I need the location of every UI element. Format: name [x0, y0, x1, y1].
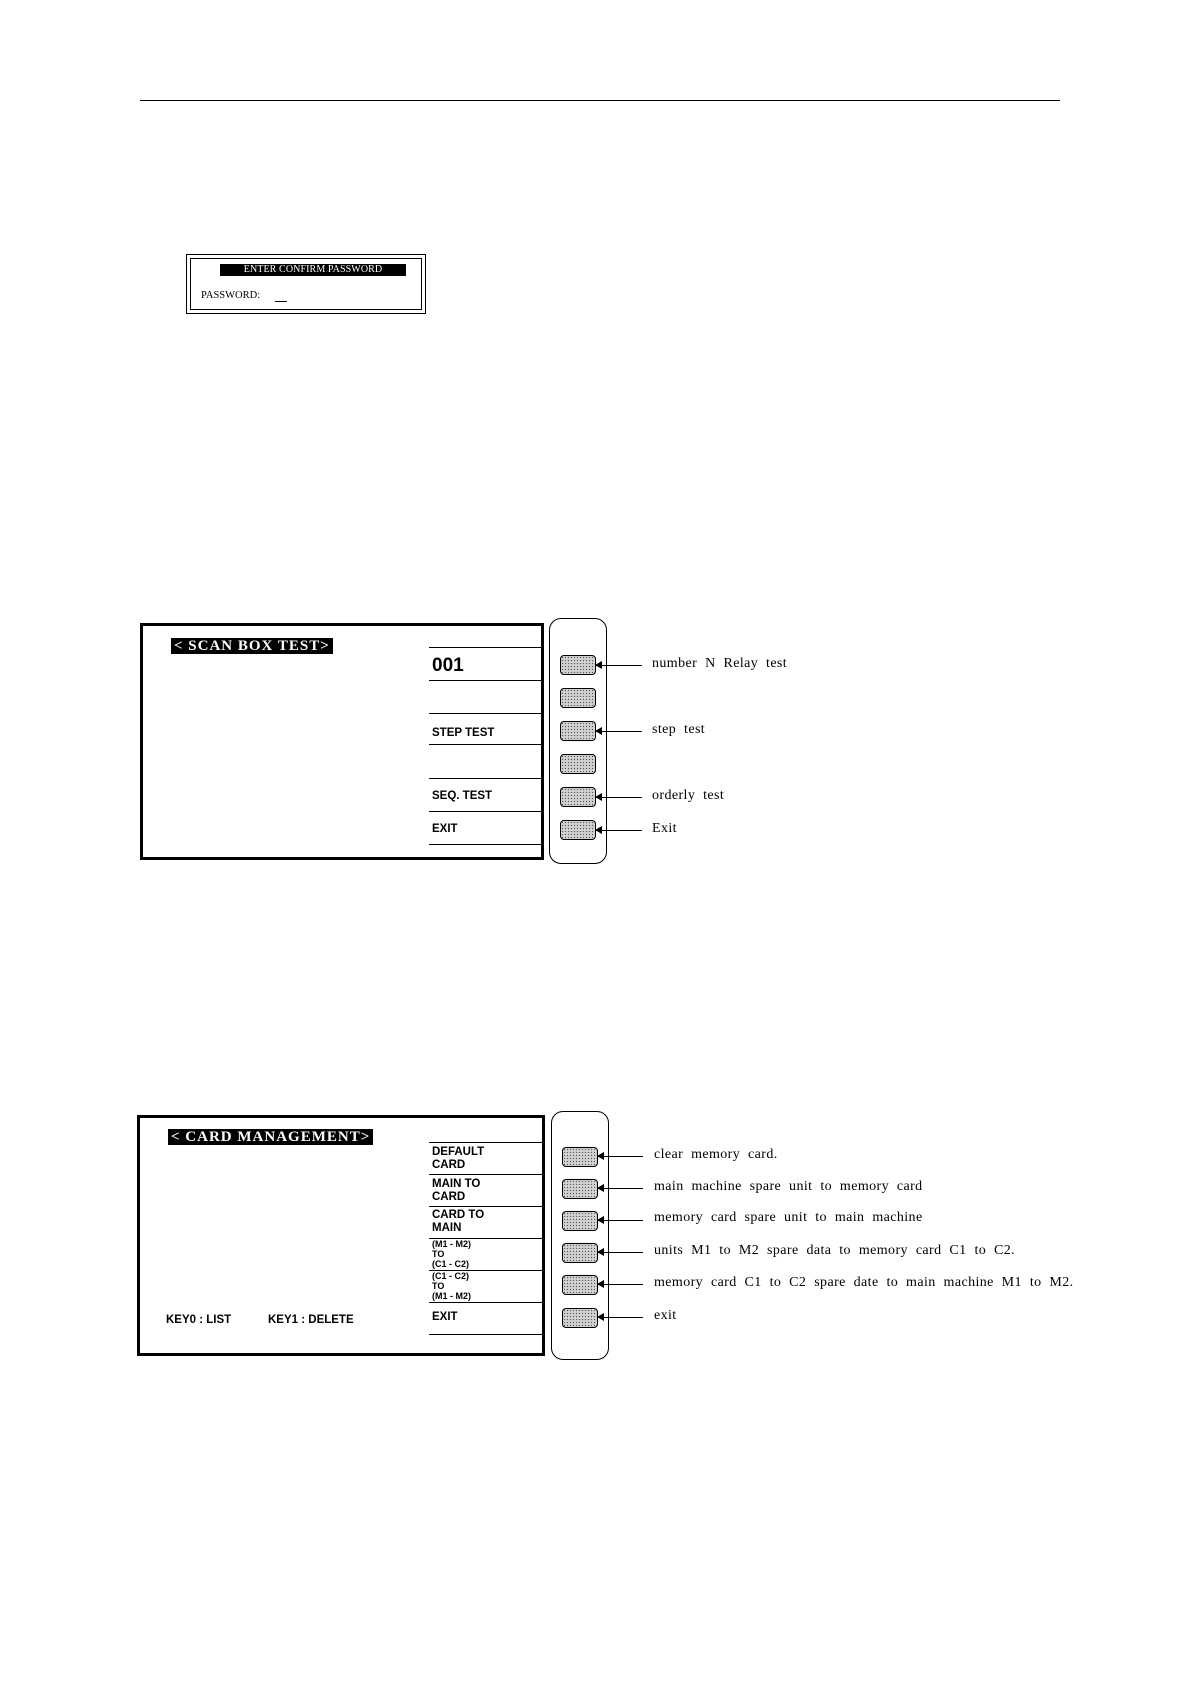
callout-exit: exit: [654, 1308, 677, 1323]
soft-key-1[interactable]: [560, 655, 596, 675]
soft-key-3[interactable]: [562, 1211, 598, 1231]
callout-arrow: [598, 1317, 643, 1318]
soft-key-2[interactable]: [562, 1179, 598, 1199]
callout-c-to-m: memory card C1 to C2 spare date to main machine M1 to M2.: [654, 1275, 1074, 1290]
menu-divider: [429, 647, 541, 648]
card-management-title: < CARD MANAGEMENT>: [168, 1129, 373, 1145]
soft-key-6[interactable]: [562, 1308, 598, 1328]
card-management-screen: [137, 1115, 545, 1356]
relay-number-display: 001: [432, 655, 464, 676]
password-label: PASSWORD:: [201, 290, 261, 301]
callout-arrow: [598, 1252, 643, 1253]
callout-exit: Exit: [652, 821, 677, 836]
soft-key-6[interactable]: [560, 820, 596, 840]
soft-key-4[interactable]: [562, 1243, 598, 1263]
callout-arrow: [596, 665, 642, 666]
card-management-button-panel: [551, 1111, 609, 1360]
menu-divider: [429, 1302, 542, 1303]
menu-divider: [429, 811, 541, 812]
scan-box-title: < SCAN BOX TEST>: [171, 638, 333, 654]
menu-item-main-to-card: MAIN TO CARD: [432, 1178, 481, 1203]
menu-item-c-to-m: (C1 - C2) TO (M1 - M2): [432, 1271, 471, 1301]
callout-card-to-main: memory card spare unit to main machine: [654, 1210, 923, 1225]
callout-step-test: step test: [652, 722, 706, 737]
menu-item-card-to-main: CARD TO MAIN: [432, 1209, 485, 1234]
menu-item-seq-test: SEQ. TEST: [432, 790, 493, 802]
menu-divider: [429, 1334, 542, 1335]
menu-item-step-test: STEP TEST: [432, 727, 495, 739]
callout-clear-memory-card: clear memory card.: [654, 1147, 778, 1162]
callout-arrow: [596, 797, 642, 798]
soft-key-3[interactable]: [560, 721, 596, 741]
menu-divider: [429, 1142, 542, 1143]
callout-arrow: [596, 731, 642, 732]
callout-m-to-c: units M1 to M2 spare data to memory card C1 to C2.: [654, 1243, 1016, 1258]
menu-divider: [429, 778, 541, 779]
header-rule: [140, 100, 1060, 101]
soft-key-1[interactable]: [562, 1147, 598, 1167]
menu-divider: [429, 1174, 542, 1175]
menu-item-m-to-c: (M1 - M2) TO (C1 - C2): [432, 1239, 471, 1269]
soft-key-4[interactable]: [560, 754, 596, 774]
footer-key0-hint: KEY0 : LIST: [166, 1314, 232, 1326]
password-dialog-title: ENTER CONFIRM PASSWORD: [220, 264, 406, 276]
callout-arrow: [598, 1284, 643, 1285]
soft-key-5[interactable]: [562, 1275, 598, 1295]
menu-divider: [429, 844, 541, 845]
soft-key-2[interactable]: [560, 688, 596, 708]
scan-box-screen: [140, 623, 544, 860]
menu-item-exit: EXIT: [432, 1311, 458, 1323]
callout-relay-test: number N Relay test: [652, 656, 788, 671]
callout-arrow: [598, 1188, 643, 1189]
callout-main-to-card: main machine spare unit to memory card: [654, 1179, 923, 1194]
menu-item-default-card: DEFAULT CARD: [432, 1146, 485, 1171]
callout-arrow: [598, 1220, 643, 1221]
callout-arrow: [598, 1156, 643, 1157]
menu-divider: [429, 744, 541, 745]
footer-key1-hint: KEY1 : DELETE: [268, 1314, 354, 1326]
soft-key-5[interactable]: [560, 787, 596, 807]
callout-orderly-test: orderly test: [652, 788, 725, 803]
menu-item-exit: EXIT: [432, 823, 458, 835]
password-dialog: [186, 254, 426, 314]
password-input-cursor[interactable]: [275, 301, 287, 302]
callout-arrow: [596, 830, 642, 831]
menu-divider: [429, 1206, 542, 1207]
menu-divider: [429, 713, 541, 714]
menu-divider: [429, 680, 541, 681]
